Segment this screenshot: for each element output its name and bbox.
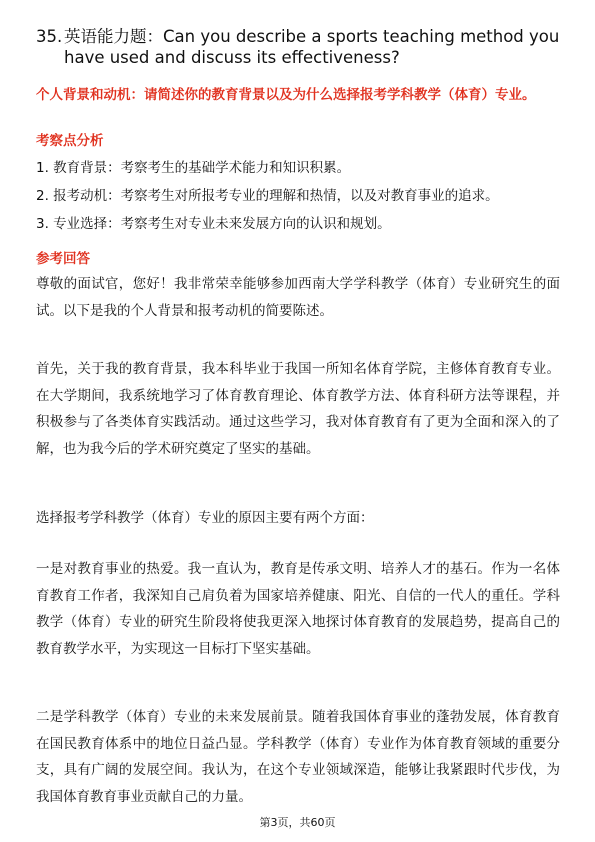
answer-paragraph-3: 选择报考学科教学（体育）专业的原因主要有两个方面： — [36, 510, 374, 526]
answer-paragraph-4: 一是对教育事业的热爱。我一直认为，教育是传承文明、培养人才的基石。作为一名体育教育工作者，我深知自己肩负着为国家培养健康、阳光、自信的一代人的重任。学科教学（体育）专业的研究生阶段将使我更深入地探讨体育教育的发展趋势，提高自己的教育教学水平，为实现这一目标打下坚实基础。 — [36, 561, 560, 657]
analysis-item-3: 3. 专业选择：考察考生对专业未来发展方向的认识和规划。 — [36, 216, 391, 232]
page-footer: 第3页，共60页 — [259, 816, 336, 829]
question-number: 35. — [36, 27, 63, 46]
analysis-item-2: 2. 报考动机：考察考生对所报考专业的理解和热情，以及对教育事业的追求。 — [36, 188, 499, 204]
answer-paragraph-1: 尊敬的面试官，您好！我非常荣幸能够参加西南大学学科教学（体育）专业研究生的面试。以下是我的个人背景和报考动机的简要陈述。 — [36, 276, 560, 319]
answer-heading: 参考回答 — [36, 251, 90, 267]
question-text: 英语能力题：Can you describe a sports teaching method you have used and discuss its effectiveness? — [64, 27, 560, 67]
analysis-heading: 考察点分析 — [36, 133, 104, 149]
question-title — [36, 26, 566, 67]
answer-paragraph-5: 二是学科教学（体育）专业的未来发展前景。随着我国体育事业的蓬勃发展，体育教育在国民教育体系中的地位日益凸显。学科教学（体育）专业作为体育教育领域的重要分支，具有广阔的发展空间。我认为，在这个专业领域深造，能够让我紧跟时代步伐，为我国体育教育事业贡献自己的力量。 — [36, 709, 560, 805]
analysis-item-1: 1. 教育背景：考察考生的基础学术能力和知识积累。 — [36, 160, 351, 176]
answer-paragraph-2: 首先，关于我的教育背景，我本科毕业于我国一所知名体育学院，主修体育教育专业。在大学期间，我系统地学习了体育教育理论、体育教学方法、体育科研方法等课程，并积极参与了各类体育实践活动。通过这些学习，我对体育教育有了更为全面和深入的了解，也为我今后的学术研究奠定了坚实的基础。 — [36, 361, 560, 457]
prompt-heading: 个人背景和动机：请简述你的教育背景以及为什么选择报考学科教学（体育）专业。 — [36, 87, 536, 103]
